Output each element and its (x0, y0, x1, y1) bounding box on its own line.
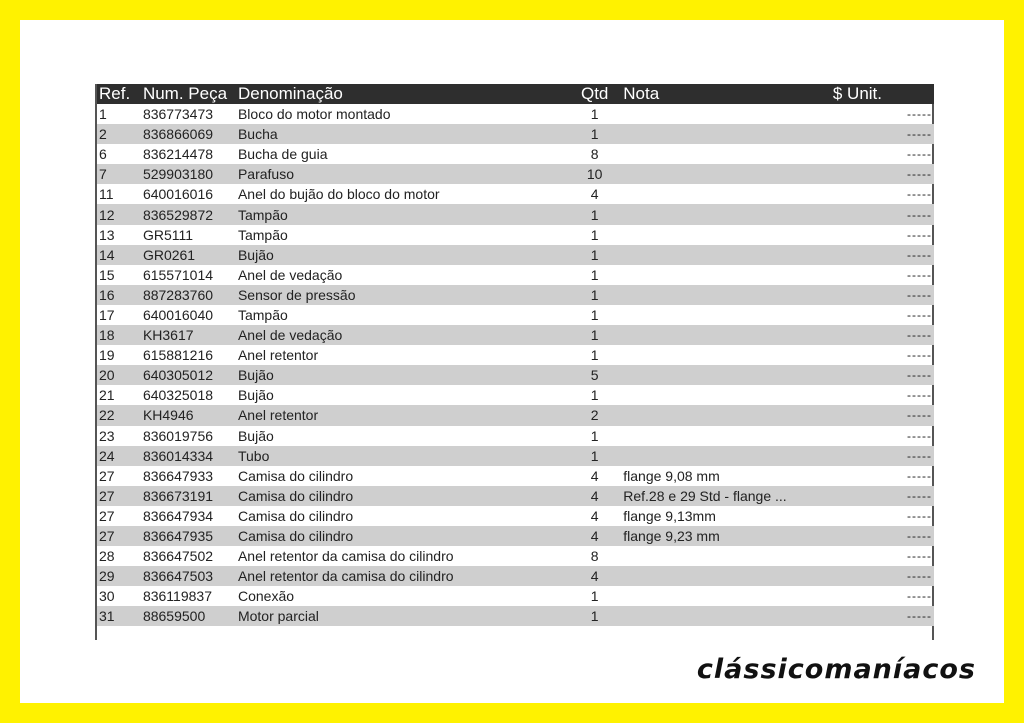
cell-qtd: 1 (590, 206, 599, 223)
cell-den: Camisa do cilindro (237, 528, 354, 545)
header-qtd: Qtd (580, 84, 609, 103)
cell-den: Bujão (237, 367, 274, 384)
table-row (97, 164, 934, 184)
cell-num: 836647503 (142, 568, 214, 585)
cell-nota (621, 546, 831, 566)
table-row (97, 325, 934, 345)
header-num: Num. Peça (142, 84, 228, 103)
cell-num: 615881216 (142, 347, 214, 364)
cell-qtd: 1 (590, 327, 599, 344)
table-row (97, 285, 934, 305)
cell-qtd: 4 (590, 467, 599, 484)
cell-ref: 1 (99, 106, 107, 123)
cell-nota (621, 365, 831, 385)
cell-ref: 14 (99, 246, 115, 263)
cell-den: Bujão (237, 427, 274, 444)
parts-table (97, 84, 934, 626)
table-row (97, 526, 934, 546)
cell-den: Anel de vedação (237, 266, 343, 283)
cell-nota (621, 184, 831, 204)
cell-ref: 27 (99, 528, 115, 545)
cell-nota (621, 446, 831, 466)
cell-qtd: 4 (590, 507, 599, 524)
cell-unit: ----- (907, 328, 932, 343)
table-row (97, 546, 934, 566)
parts-table-body (97, 104, 934, 626)
cell-num: 836866069 (142, 126, 214, 143)
cell-den: Camisa do cilindro (237, 507, 354, 524)
cell-qtd: 1 (590, 347, 599, 364)
cell-unit: ----- (907, 147, 932, 162)
cell-num: GR0261 (142, 246, 196, 263)
cell-ref: 15 (99, 266, 115, 283)
cell-den: Anel retentor (237, 407, 319, 424)
cell-num: 640325018 (142, 387, 214, 404)
cell-num: 836014334 (142, 447, 214, 464)
cell-qtd: 10 (586, 166, 603, 183)
cell-ref: 7 (99, 166, 107, 183)
cell-ref: 27 (99, 467, 115, 484)
cell-unit: ----- (907, 508, 932, 523)
cell-ref: 30 (99, 588, 115, 605)
cell-ref: 12 (99, 206, 115, 223)
cell-den: Bloco do motor montado (237, 106, 391, 123)
cell-den: Anel retentor (237, 347, 319, 364)
cell-unit: ----- (907, 529, 932, 544)
cell-qtd: 2 (590, 407, 599, 424)
cell-num: 640016040 (142, 306, 214, 323)
cell-den: Conexão (237, 588, 295, 605)
cell-num: 887283760 (142, 286, 214, 303)
cell-den: Tampão (237, 206, 288, 223)
cell-unit: ----- (907, 348, 932, 363)
cell-qtd: 1 (590, 106, 599, 123)
cell-nota (621, 385, 831, 405)
cell-nota (621, 164, 831, 184)
cell-unit: ----- (907, 267, 932, 282)
cell-den: Tampão (237, 306, 288, 323)
cell-nota (621, 345, 831, 365)
cell-ref: 17 (99, 306, 115, 323)
cell-qtd: 1 (590, 427, 599, 444)
cell-ref: 6 (99, 146, 107, 163)
cell-nota (621, 426, 831, 446)
cell-qtd: 8 (590, 146, 599, 163)
cell-unit: ----- (907, 488, 932, 503)
cell-nota (621, 566, 831, 586)
cell-ref: 22 (99, 407, 115, 424)
cell-num: 836647502 (142, 548, 214, 565)
cell-num: 836673191 (142, 487, 214, 504)
header-nota: Nota (623, 84, 660, 103)
cell-num: 88659500 (142, 608, 206, 625)
table-row (97, 486, 934, 506)
cell-qtd: 1 (590, 126, 599, 143)
header-ref: Ref. (99, 84, 131, 103)
cell-qtd: 4 (590, 528, 599, 545)
cell-qtd: 1 (590, 447, 599, 464)
cell-num: GR5111 (142, 226, 194, 243)
cell-qtd: 4 (590, 186, 599, 203)
table-row (97, 204, 934, 224)
cell-unit: ----- (907, 307, 932, 322)
table-row (97, 245, 934, 265)
cell-ref: 31 (99, 608, 115, 625)
cell-ref: 18 (99, 327, 115, 344)
cell-ref: 24 (99, 447, 115, 464)
cell-num: 836019756 (142, 427, 214, 444)
cell-nota: flange 9,08 mm (623, 467, 720, 484)
table-row (97, 345, 934, 365)
cell-nota (621, 265, 831, 285)
table-row (97, 385, 934, 405)
cell-unit: ----- (907, 127, 932, 142)
cell-den: Tubo (237, 447, 270, 464)
cell-unit: ----- (907, 569, 932, 584)
cell-den: Bucha de guia (237, 146, 328, 163)
cell-den: Tampão (237, 226, 288, 243)
cell-num: 640016016 (142, 186, 214, 203)
cell-nota (621, 245, 831, 265)
cell-unit: ----- (907, 227, 932, 242)
cell-num: 529903180 (142, 166, 214, 183)
cell-num: 836647935 (142, 528, 214, 545)
cell-qtd: 1 (590, 608, 599, 625)
cell-nota: flange 9,23 mm (623, 528, 720, 545)
table-row (97, 405, 934, 425)
cell-qtd: 5 (590, 367, 599, 384)
table-row (97, 446, 934, 466)
cell-unit: ----- (907, 187, 932, 202)
parts-sheet (95, 84, 934, 640)
cell-num: 836773473 (142, 106, 214, 123)
cell-unit: ----- (907, 609, 932, 624)
cell-num: 836647933 (142, 467, 214, 484)
cell-unit: ----- (907, 167, 932, 182)
cell-num: 836529872 (142, 206, 214, 223)
cell-num: KH4946 (142, 407, 194, 424)
cell-den: Bucha (237, 126, 278, 143)
table-row (97, 466, 934, 486)
cell-den: Bujão (237, 246, 274, 263)
cell-num: 640305012 (142, 367, 214, 384)
cell-den: Camisa do cilindro (237, 487, 354, 504)
cell-nota (621, 285, 831, 305)
cell-ref: 27 (99, 487, 115, 504)
cell-unit: ----- (907, 207, 932, 222)
cell-num: 615571014 (142, 266, 214, 283)
cell-qtd: 8 (590, 548, 599, 565)
table-row (97, 606, 934, 626)
cell-qtd: 4 (590, 568, 599, 585)
cell-den: Motor parcial (237, 608, 319, 625)
cell-den: Anel de vedação (237, 327, 343, 344)
table-row (97, 225, 934, 245)
cell-qtd: 1 (590, 588, 599, 605)
cell-unit: ----- (907, 388, 932, 403)
table-row (97, 506, 934, 526)
cell-unit: ----- (907, 468, 932, 483)
table-row (97, 305, 934, 325)
cell-unit: ----- (907, 368, 932, 383)
cell-ref: 20 (99, 367, 115, 384)
cell-ref: 11 (99, 186, 114, 203)
cell-den: Anel do bujão do bloco do motor (237, 186, 440, 203)
cell-ref: 27 (99, 507, 115, 524)
cell-qtd: 1 (590, 266, 599, 283)
cell-ref: 19 (99, 347, 115, 364)
cell-nota (621, 144, 831, 164)
header-den: Denominação (237, 84, 343, 103)
table-row (97, 144, 934, 164)
cell-unit: ----- (907, 107, 932, 122)
cell-ref: 2 (99, 126, 107, 143)
cell-nota (621, 204, 831, 224)
cell-qtd: 1 (590, 226, 599, 243)
cell-qtd: 1 (590, 387, 599, 404)
cell-unit: ----- (907, 589, 932, 604)
table-row (97, 566, 934, 586)
cell-unit: ----- (907, 448, 932, 463)
cell-unit: ----- (907, 428, 932, 443)
cell-den: Bujão (237, 387, 274, 404)
table-row (97, 426, 934, 446)
table-row (97, 124, 934, 144)
cell-nota: flange 9,13mm (623, 507, 716, 524)
cell-unit: ----- (907, 549, 932, 564)
cell-unit: ----- (907, 287, 932, 302)
cell-qtd: 4 (590, 487, 599, 504)
table-row (97, 365, 934, 385)
cell-num: 836214478 (142, 146, 214, 163)
table-row (97, 104, 934, 124)
cell-ref: 21 (99, 387, 115, 404)
cell-den: Anel retentor da camisa do cilindro (237, 568, 454, 585)
cell-den: Parafuso (237, 166, 295, 183)
cell-ref: 23 (99, 427, 115, 444)
table-row (97, 184, 934, 204)
cell-qtd: 1 (590, 286, 599, 303)
cell-ref: 29 (99, 568, 115, 585)
cell-unit: ----- (907, 408, 932, 423)
cell-den: Anel retentor da camisa do cilindro (237, 548, 454, 565)
cell-unit: ----- (907, 247, 932, 262)
table-header-row (97, 84, 934, 104)
cell-den: Sensor de pressão (237, 286, 356, 303)
brand-logo: clássicomaníacos (696, 654, 976, 685)
cell-ref: 16 (99, 286, 115, 303)
cell-ref: 28 (99, 548, 115, 565)
cell-nota: Ref.28 e 29 Std - flange ... (623, 487, 787, 504)
cell-den: Camisa do cilindro (237, 467, 354, 484)
cell-qtd: 1 (590, 246, 599, 263)
cell-nota (621, 405, 831, 425)
header-unit: $ Unit. (832, 84, 882, 103)
cell-ref: 13 (99, 226, 115, 243)
cell-qtd: 1 (590, 306, 599, 323)
cell-nota (621, 325, 831, 345)
table-row (97, 586, 934, 606)
cell-num: 836647934 (142, 507, 214, 524)
cell-num: KH3617 (142, 327, 194, 344)
cell-nota (621, 606, 831, 626)
cell-nota (621, 124, 831, 144)
cell-nota (621, 104, 831, 124)
cell-num: 836119837 (142, 588, 212, 605)
cell-nota (621, 586, 831, 606)
cell-nota (621, 225, 831, 245)
table-row (97, 265, 934, 285)
cell-nota (621, 305, 831, 325)
